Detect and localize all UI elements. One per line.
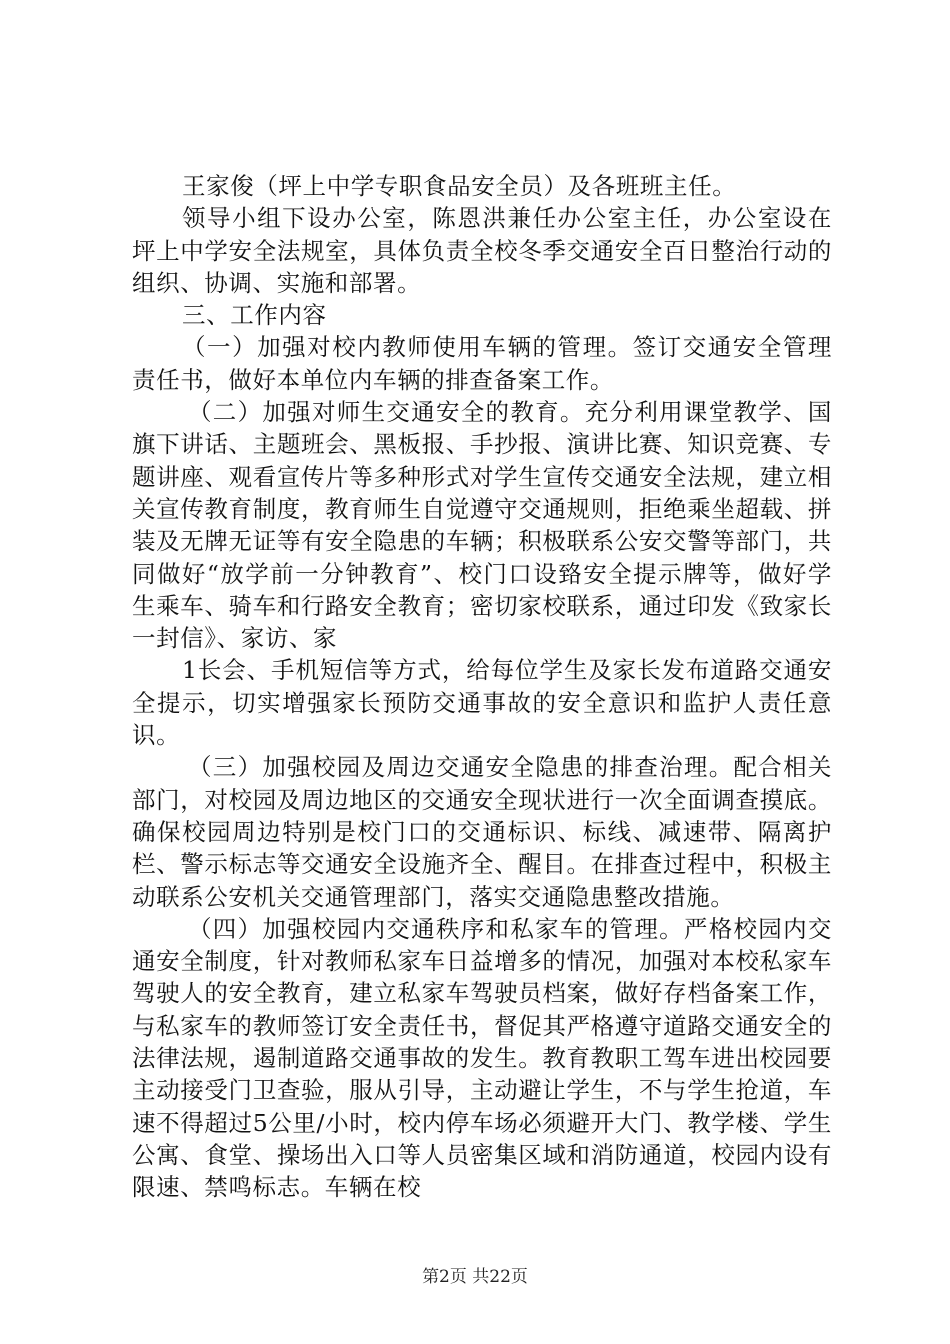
paragraph-item-3: （三）加强校园及周边交通安全隐患的排查治理。配合相关部门，对校园及周边地区的交通安全现状进行一次全面调查摸底。确保校园周边特别是校门口的交通标识、标线、减速带、隔离护栏、警示标志等交通安全设施齐全、醒目。在排查过程中，积极主动联系公安机关交通管理部门，落实交通隐患整改措施。 — [132, 753, 832, 911]
paragraph-item-2: （二）加强对师生交通安全的教育。充分利用课堂教学、国旗下讲话、主题班会、黑板报、手抄报、演讲比赛、知识竞赛、专题讲座、观看宣传片等多种形式对学生宣传交通安全法规，建立相关宣传教育制度，教育师生自觉遵守交通规则，拒绝乘坐超载、拼装及无牌无证等有安全隐患的车辆；积极联系公安交警等部门，共同做好“放学前一分钟教育”、校门口设臵安全提示牌等，做好学生乘车、骑车和行路安全教育；密切家校联系，通过印发《致家长一封信》、家访、家 — [132, 398, 832, 653]
document-body — [132, 170, 832, 1204]
paragraph-staff-list: 王家俊（坪上中学专职食品安全员）及各班班主任。 — [182, 172, 737, 200]
paragraph-item-2-continued: 1长会、手机短信等方式，给每位学生及家长发布道路交通安全提示，切实增强家长预防交通事故的安全意识和监护人责任意识。 — [132, 656, 832, 750]
page-number-footer: 第2页 共22页 — [422, 1267, 528, 1287]
paragraph-office-setup: 领导小组下设办公室，陈恩洪兼任办公室主任，办公室设在坪上中学安全法规室，具体负责全校冬季交通安全百日整治行动的组织、协调、实施和部署。 — [132, 204, 832, 297]
paragraph-item-4: （四）加强校园内交通秩序和私家车的管理。严格校园内交通安全制度，针对教师私家车日益增多的情况，加强对本校私家车驾驶人的安全教育，建立私家车驾驶员档案，做好存档备案工作，与私家车的教师签订安全责任书，督促其严格遵守道路交通安全的法律法规，遏制道路交通事故的发生。教育教职工驾车进出校园要主动接受门卫查验，服从引导，主动避让学生，不与学生抢道，车速不得超过5公里/小时，校内停车场必须避开大门、教学楼、学生公寓、食堂、操场出入口等人员密集区域和消防通道，校园内设有限速、禁鸣标志。车辆在校 — [132, 914, 832, 1202]
paragraph-item-1: （一）加强对校内教师使用车辆的管理。签订交通安全管理责任书，做好本单位内车辆的排查备案工作。 — [132, 333, 832, 394]
section-heading-work-content: 三、工作内容 — [182, 301, 327, 330]
